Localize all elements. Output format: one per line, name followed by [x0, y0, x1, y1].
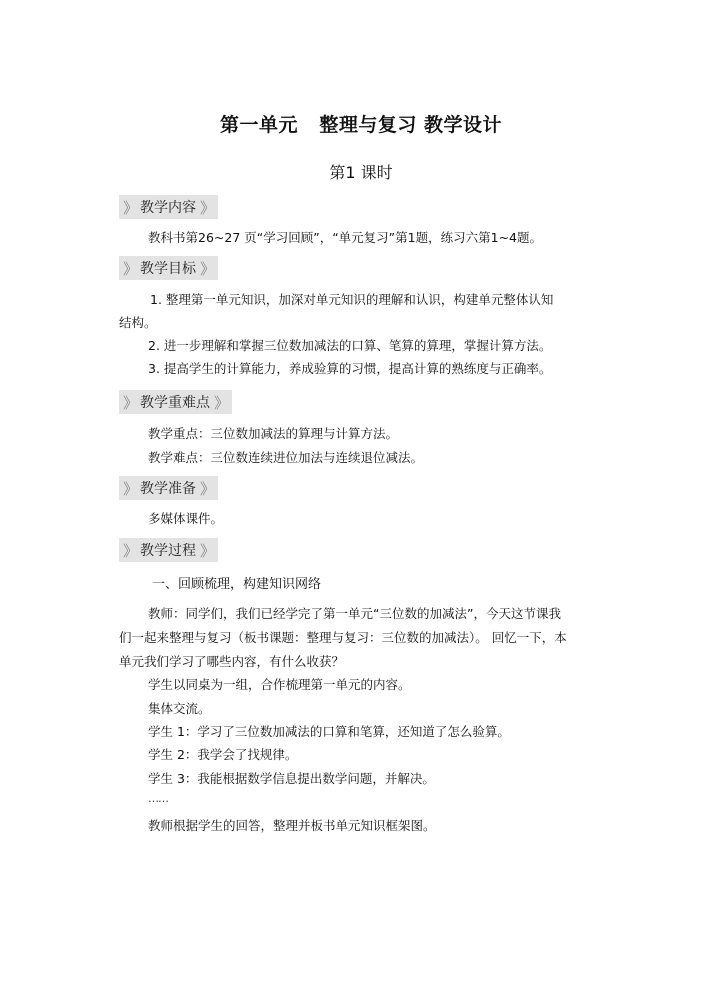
double-chevron-right-icon: 》: [200, 479, 213, 498]
paragraph-line: 学生以同桌为一组，合作梳理第一单元的内容。: [148, 677, 411, 692]
paragraph-line: 教师：同学们，我们已经学完了第一单元“三位数的加减法”，今天这节课我: [148, 606, 561, 621]
double-chevron-right-icon: 》: [123, 393, 136, 412]
lesson-period: 第1 课时: [329, 163, 393, 182]
paragraph-line: 学生 2：我学会了找规律。: [148, 747, 298, 762]
paragraph-line: 集体交流。: [148, 701, 211, 716]
paragraph-line: 教师根据学生的回答，整理并板书单元知识框架图。: [148, 818, 436, 833]
double-chevron-right-icon: 》: [200, 259, 213, 278]
double-chevron-right-icon: 》: [214, 393, 227, 412]
section-heading-label: 教学重难点: [140, 395, 211, 411]
paragraph-line: 2. 进一步理解和掌握三位数加减法的口算、笔算的算理，掌握计算方法。: [148, 338, 552, 353]
paragraph-line: 教科书第26~27 页“学习回顾”，“单元复习”第1题，练习六第1~4题。: [148, 230, 542, 245]
paragraph-line: 结构。: [119, 315, 157, 330]
double-chevron-right-icon: 》: [123, 259, 136, 278]
double-chevron-right-icon: 》: [123, 198, 136, 217]
section-heading-label: 教学过程: [140, 543, 197, 559]
paragraph-line: 单元我们学习了哪些内容，有什么收获？: [119, 654, 345, 669]
section-heading-label: 教学准备: [140, 481, 197, 497]
section-heading-goals: [119, 256, 218, 280]
ellipsis-line: ……: [148, 792, 168, 805]
subsection-heading: 一、回顾梳理，构建知识网络: [152, 577, 322, 592]
double-chevron-right-icon: 》: [200, 198, 213, 217]
double-chevron-right-icon: 》: [123, 541, 136, 560]
paragraph-line: 学生 3：我能根据数学信息提出数学问题，并解决。: [148, 771, 435, 786]
paragraph-line: 教学重点：三位数加减法的算理与计算方法。: [148, 426, 399, 441]
paragraph-line: 多媒体课件。: [148, 511, 224, 526]
paragraph-line: 学生 1：学习了三位数加减法的口算和笔算，还知道了怎么验算。: [148, 724, 510, 739]
section-heading-label: 教学内容: [140, 200, 197, 216]
section-heading-content: [119, 195, 218, 219]
section-heading-label: 教学目标: [140, 261, 197, 277]
section-heading-prep: [119, 476, 218, 500]
paragraph-line: 3. 提高学生的计算能力，养成验算的习惯，提高计算的熟练度与正确率。: [148, 361, 552, 376]
paragraph-line: 1. 整理第一单元知识，加深对单元知识的理解和认识，构建单元整体认知: [150, 292, 554, 307]
double-chevron-right-icon: 》: [123, 479, 136, 498]
section-heading-process: [119, 538, 218, 562]
double-chevron-right-icon: 》: [200, 541, 213, 560]
section-heading-keypoints: [119, 390, 232, 414]
paragraph-line: 教学难点：三位数连续进位加法与连续退位减法。: [148, 450, 424, 465]
document-title: 第一单元 整理与复习 教学设计: [220, 114, 502, 136]
paragraph-line: 们一起来整理与复习（板书课题：整理与复习：三位数的加减法）。 回忆一下，本: [119, 630, 567, 645]
